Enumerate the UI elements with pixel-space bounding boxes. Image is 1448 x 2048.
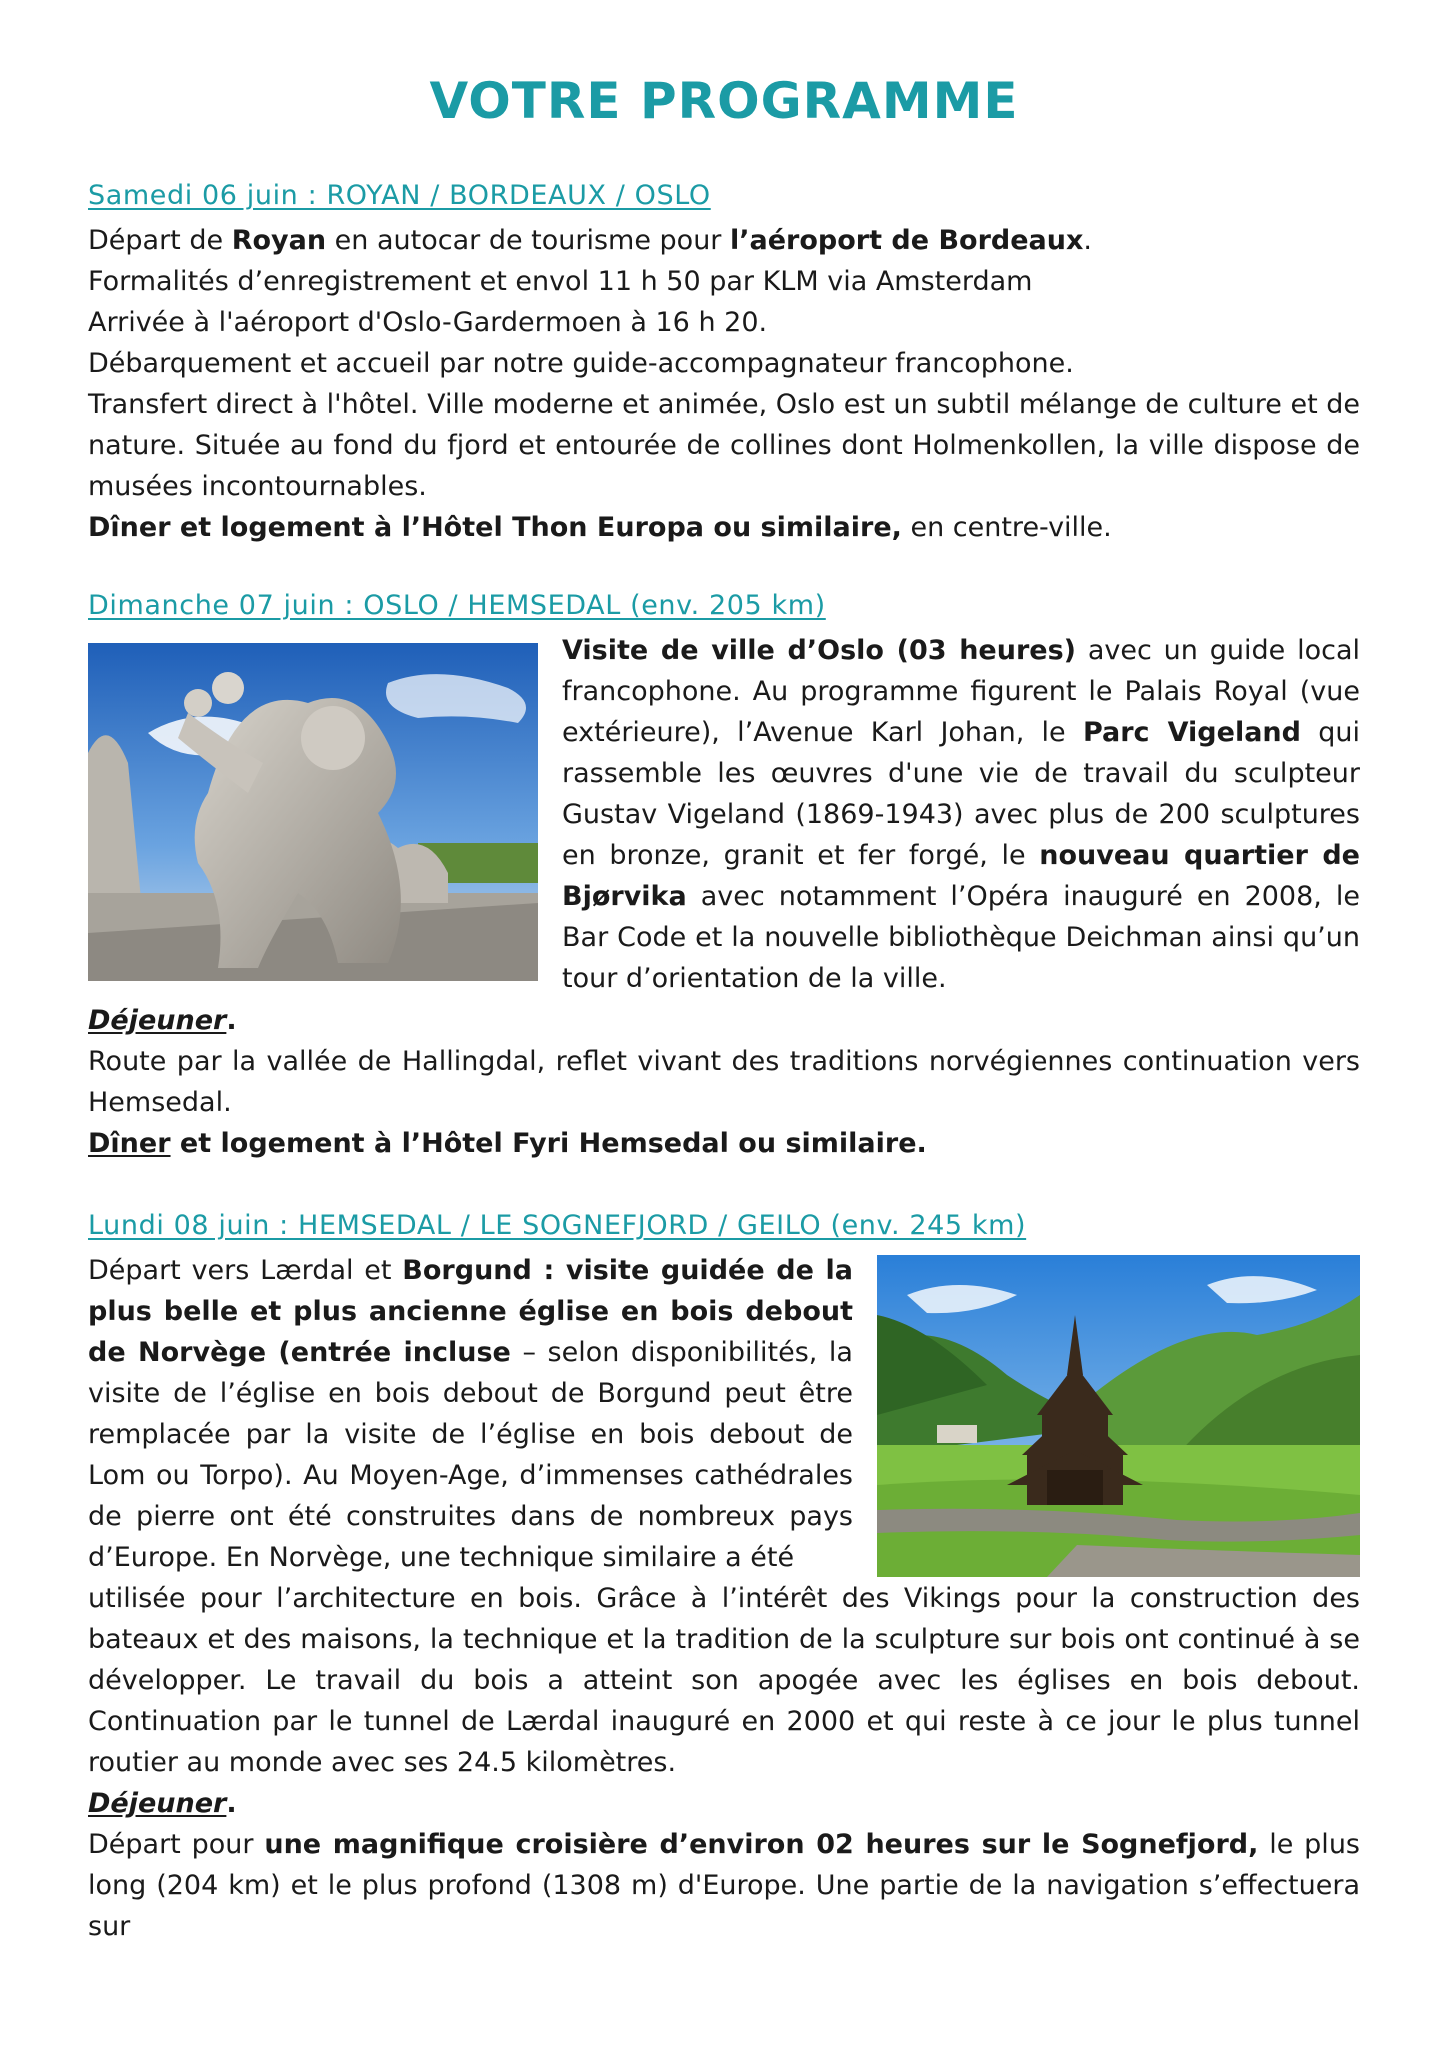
day2-afternoon-block [88,1000,1360,1164]
day1-line-departure: Départ de Royan en autocar de tourisme pour l’aéroport de Bordeaux. [88,225,1092,256]
day2-route: Route par la vallée de Hallingdal, reflet vivant des traditions norvégiennes continuation vers Hemsedal. [88,1046,1360,1118]
day1-line-dinner: Dîner et logement à l’Hôtel Thon Europa ou similaire, en centre-ville. [88,512,1112,543]
day1-line-arrival: Arrivée à l'aéroport d'Oslo-Gardermoen à 16 h 20. [88,307,768,338]
day3-continuation-text: utilisée pour l’architecture en bois. Grâce à l’intérêt des Vikings pour la construction des bateaux et des maisons, la technique et la tradition de la sculpture sur bois ont continué à se développer. Le travail du bois a atteint son apogée avec les églises en bois debout. Continuation par le tunnel de Lærdal inauguré en 2000 et qui reste à ce jour le plus tunnel routier au monde avec ses 24.5 kilomètres. [88,1583,1360,1778]
stave-church-photo [877,1255,1360,1577]
day3-borgund-paragraph [88,1250,853,1578]
day1-line-transfer: Transfert direct à l'hôtel. Ville moderne et animée, Oslo est un subtil mélange de culture et de nature. Située au fond du fjord et entourée de collines dont Holmenkollen, la ville dispose de musées incontournables. [88,389,1360,502]
day3-continuation-block [88,1578,1360,1947]
day2-heading: Dimanche 07 juin : OSLO / HEMSEDAL (env. 205 km) [88,590,826,621]
day1-line-checkin: Formalités d’enregistrement et envol 11 h 50 par KLM via Amsterdam [88,266,1033,297]
day2-dinner: Dîner et logement à l’Hôtel Fyri Hemsedal ou similaire. [88,1128,927,1159]
vigeland-sculpture-photo [88,643,538,981]
day3-lunch: Déjeuner. [88,1788,237,1819]
page-title: VOTRE PROGRAMME [429,72,1019,130]
day3-borgund-text: Départ vers Lærdal et Borgund : visite guidée de la plus belle et plus ancienne église en bois debout de Norvège (entrée incluse – selon disponibilités, la visite de l’église en bois debout de Borgund peut être remplacée par la visite de l’église en bois debout de Lom ou Torpo). Au Moyen-Age, d’immenses cathédrales de pierre ont été construites dans de nombreux pays d’Europe. En Norvège, une technique similaire a été [88,1255,853,1573]
day2-visit-text: Visite de ville d’Oslo (03 heures) avec un guide local francophone. Au programme figurent le Palais Royal (vue extérieure), l’Avenue Karl Johan, le Parc Vigeland qui rassemble les œuvres d'une vie de travail du sculpteur Gustav Vigeland (1869-1943) avec plus de 200 sculptures en bronze, granit et fer forgé, le nouveau quartier de Bjørvika avec notamment l’Opéra inauguré en 2008, le Bar Code et la nouvelle bibliothèque Deichman ainsi qu’un tour d’orientation de la ville. [562,635,1360,994]
day1-line-guide: Débarquement et accueil par notre guide-accompagnateur francophone. [88,348,1074,379]
day2-lunch: Déjeuner. [88,1005,237,1036]
day2-visit-paragraph [562,630,1360,999]
day1-block [88,220,1360,548]
day3-cruise: Départ pour une magnifique croisière d’environ 02 heures sur le Sognefjord, le plus long (204 km) et le plus profond (1308 m) d'Europe. Une partie de la navigation s’effectuera sur [88,1829,1360,1942]
day1-heading: Samedi 06 juin : ROYAN / BORDEAUX / OSLO [88,180,711,211]
day3-heading: Lundi 08 juin : HEMSEDAL / LE SOGNEFJORD / GEILO (env. 245 km) [88,1210,1027,1241]
